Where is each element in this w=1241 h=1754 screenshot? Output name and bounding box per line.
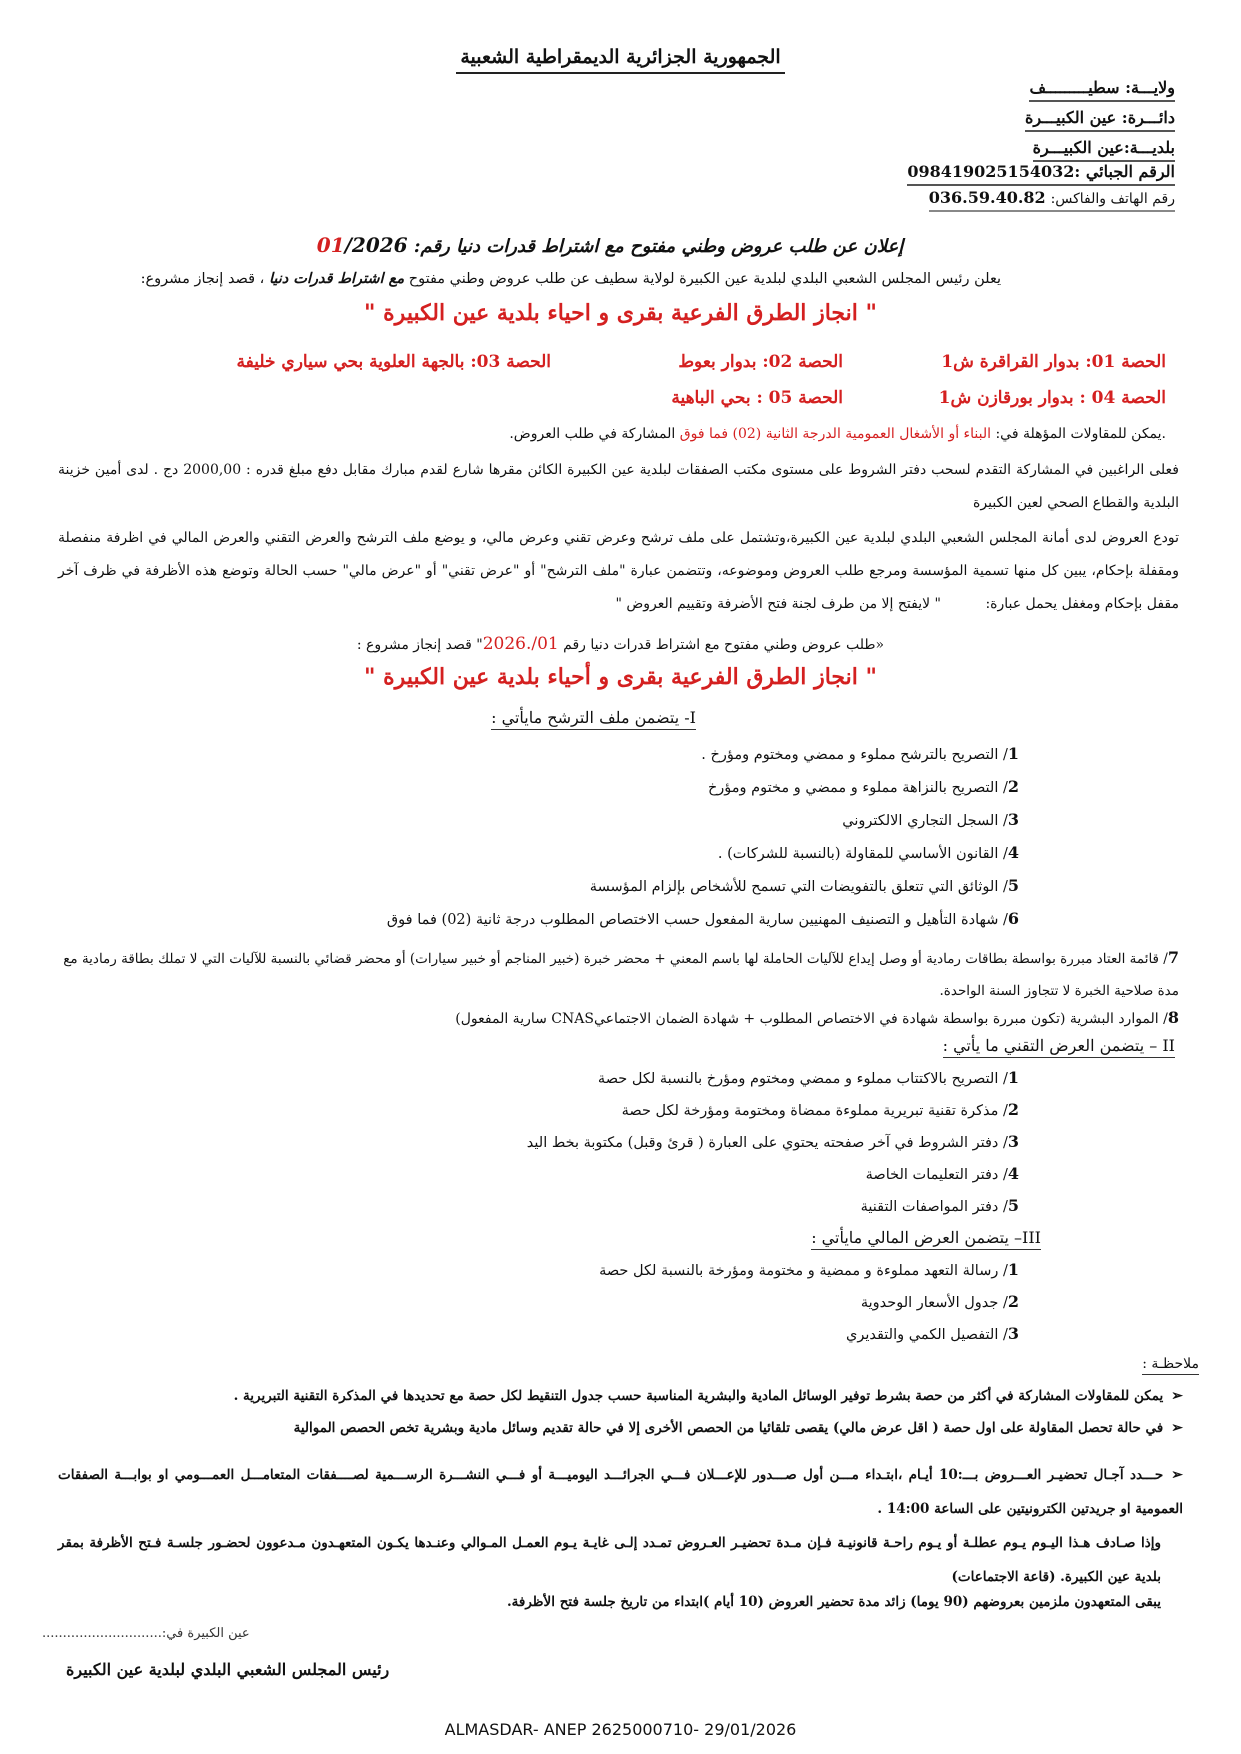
financial-item-2: 2/ جدول الأسعار الوحدوية <box>860 1292 1019 1311</box>
daira-line <box>1025 108 1175 132</box>
reference-line <box>0 634 1241 654</box>
arrow-bullet-icon: ➢ <box>1171 1420 1183 1436</box>
tax-id-value: 098419025154032 <box>907 162 1075 181</box>
phone-line <box>929 188 1175 212</box>
technical-item-4: 4/ دفتر التعليمات الخاصة <box>865 1164 1019 1183</box>
note-bullet-3: ➢حـــدد آجـال تحضيـر العـــروض بـــ:10 أيـام ،ابتـداء مـــن أول صـــدور للإعـــلان فـــي الجرائـــد اليوميـــة أو فـــي النشـــرة الرســـمية لصــــفقات المتعامـــل العمـــومي او بوابـــة الصفقات العمومية او جريدتين الكترونيتين على الساعة 14:00 . <box>58 1467 1183 1517</box>
lot-04: الحصة 04 : بدوار بورقازن ش1 <box>938 388 1166 408</box>
candidacy-heading-text: I- يتضمن ملف الترشح مايأتي : <box>491 708 696 730</box>
note-bullet-2: ➢في حالة تحصل المقاولة على اول حصة ( اقل عرض مالي) يقصى تلقائيا من الحصص الأخرى إلا في حالة تقديم وسائل مادية وبشرية تخص الحصص الموالية <box>293 1420 1183 1436</box>
financial-heading-text: III– يتضمن العرض المالي مايأتي : <box>811 1228 1041 1250</box>
technical-heading-text: II – يتضمن العرض التقني ما يأتي : <box>943 1036 1175 1058</box>
republic-title <box>0 46 1241 74</box>
notes-heading <box>1142 1356 1199 1375</box>
intro-suffix: ، قصد إنجاز مشروع: <box>140 271 265 287</box>
tax-id-label: الرقم الجبائي : <box>1074 162 1175 181</box>
phone-value: 036.59.40.82 <box>928 188 1046 207</box>
phone-label: رقم الهاتف والفاكس: <box>1050 191 1175 207</box>
daira-text: دائـــرة: عين الكبيـــرة <box>1025 108 1175 132</box>
eligibility-suffix: المشاركة في طلب العروض. <box>509 426 676 442</box>
financial-item-1: 1/ رسالة التعهد مملوءة و ممضية و مختومة ومؤرخة بالنسبة لكل حصة <box>599 1260 1019 1279</box>
note-bullet-1: ➢يمكن للمقاولات المشاركة في أكثر من حصة بشرط توفير الوسائل المادية والبشرية المناسبة حسب جدول التنقيط لكل حصة مع تحديدها في المذكرة التقنية التبريرية . <box>233 1388 1183 1404</box>
lot-05: الحصة 05 : بحي الباهية <box>671 388 843 408</box>
eligibility-prefix: .يمكن للمقاولات المؤهلة في: <box>995 426 1166 442</box>
deposit-quote: " لايفتح إلا من طرف لجنة فتح الأضرفة وتقييم العروض " <box>615 596 941 612</box>
eligibility-classification: البناء أو الأشغال العمومية الدرجة الثانية (02) فما فوق <box>679 426 992 442</box>
wilaya-text: ولايـــة: سطيـــــــــف <box>1029 78 1175 102</box>
financial-item-3: 3/ التفصيل الكمي والتقديري <box>845 1324 1019 1343</box>
lot-02: الحصة 02: بدوار بعوط <box>678 352 843 372</box>
reference-number: 2026./01 <box>482 634 559 654</box>
validity-note: يبقى المتعهدون ملزمين بعروضهم (90 يوما) زائد مدة تحضير العروض (10 أيام )ابتداء من تاريخ جلسة فتح الأظرفة. <box>506 1594 1161 1610</box>
candidacy-item-2: 2/ التصريح بالنزاهة مملوء و ممضي و مختوم ومؤرخ <box>707 777 1019 796</box>
candidacy-item-6: 6/ شهادة التأهيل و التصنيف المهنيين سارية المفعول حسب الاختصاص المطلوب درجة ثانية (02) فما فوق <box>386 909 1019 928</box>
intro-bold: مع اشتراط قدرات دنيا <box>268 270 405 287</box>
wilaya-line <box>1029 78 1175 102</box>
arrow-bullet-icon: ➢ <box>1171 1388 1183 1404</box>
place-date: عين الكبيرة في:............................. <box>42 1626 250 1641</box>
announcement-number: 01 <box>316 233 345 257</box>
candidacy-item-5: 5/ الوثائق التي تتعلق بالتفويضات التي تسمح للأشخاص بإلزام المؤسسة <box>589 876 1019 895</box>
financial-heading <box>811 1228 1041 1250</box>
announcement-year: /2026 <box>344 233 408 257</box>
announcement-title <box>260 233 960 257</box>
technical-item-5: 5/ دفتر المواصفات التقنية <box>860 1196 1019 1215</box>
holiday-note: وإذا صـادف هـذا اليـوم يـوم عطلـة أو يـوم راحـة قانونيـة فـإن مـدة تحضيـر العـروض تمـدد إلـى غايـة يـوم العمـل المـوالي وعنـدها يكـون المتعهـدون مـدعوون لحضـور جلسـة فـتح الأظرفة بمقر بلدية عين الكبيرة. (قاعة الاجتماعات) <box>58 1535 1161 1585</box>
tax-id-line <box>907 162 1175 186</box>
candidacy-item-8: 8/ الموارد البشرية (تكون مبررة بواسطة شهادة في الاختصاص المطلوب + شهادة الضمان الاجتماعيCNAS سارية المفعول) <box>455 1008 1179 1027</box>
notes-heading-text: ملاحظـة : <box>1142 1356 1199 1375</box>
technical-item-1: 1/ التصريح بالاكتتاب مملوء و ممضي ومختوم ومؤرخ بالنسبة لكل حصة <box>597 1068 1019 1087</box>
announcement-title-text: إعلان عن طلب عروض وطني مفتوح مع اشتراط قدرات دنيا رقم: <box>413 236 904 257</box>
eligibility-line <box>509 426 1166 442</box>
withdraw-paragraph: فعلى الراغبين في المشاركة التقدم لسحب دفتر الشروط على مستوى مكتب الصفقات لبلدية عين الكبيرة الكائن مقرها شارع لقدم مبارك مقابل دفع مبلغ قدره : 2000,00 دج . لدى أمين خزينة البلدية والقطاع الصحي لعين الكبيرة <box>58 462 1179 511</box>
deposit-paragraph <box>58 522 1179 621</box>
project-title-2: " انجاز الطرق الفرعية بقرى و أحياء بلدية عين الكبيرة " <box>364 664 877 690</box>
signatory: رئيس المجلس الشعبي البلدي لبلدية عين الكبيرة <box>66 1660 390 1679</box>
arrow-bullet-icon: ➢ <box>1171 1467 1183 1483</box>
baladiya-text: بلديـــة:عين الكبيـــرة <box>1033 138 1175 162</box>
technical-item-3: 3/ دفتر الشروط في آخر صفحته يحتوي على العبارة ( قرئ وقبل) مكتوبة بخط اليد <box>526 1132 1019 1151</box>
reference-prefix: «طلب عروض وطني مفتوح مع اشتراط قدرات دنيا رقم <box>563 637 885 653</box>
technical-heading <box>943 1036 1175 1058</box>
candidacy-item-7: 7/ قائمة العتاد مبررة بواسطة بطاقات رمادية أو وصل إيداع للآليات الحاملة لها باسم المعني + محضر خبرة (خبير المناجم أو خبير سيارات) أو محضر قضائي بالنسبة للآليات التي لا تملك بطاقة رمادية مع مدة صلاحية الخبرة لا تتجاوز السنة الواحدة. <box>63 948 1179 999</box>
baladiya-line <box>1033 138 1175 162</box>
candidacy-heading <box>491 708 696 730</box>
intro-paragraph <box>141 270 1001 287</box>
deposit-text: تودع العروض لدى أمانة المجلس الشعبي البلدي لبلدية عين الكبيرة،وتشتمل على ملف ترشح وعرض تقني وعرض مالي، و يوضع ملف الترشح والعرض التقني والعرض المالي في اظرفة منفصلة ومقفلة بإحكام، يبين كل منها تسمية المؤسسة ومرجع طلب العروض وموضوعه، وتتضمن عبارة "ملف الترشح" أو "عرض تقني" أو "عرض مالي" حسب الحالة وتوضع هذه الأظرفة في ظرف آخر مقفل بإحكام ومغفل يحمل عبارة: <box>58 530 1179 612</box>
publication-reference: ALMASDAR- ANEP 2625000710- 29/01/2026 <box>444 1720 797 1739</box>
candidacy-item-3: 3/ السجل التجاري الالكتروني <box>842 810 1019 829</box>
candidacy-item-1: 1/ التصريح بالترشح مملوء و ممضي ومختوم ومؤرخ . <box>701 744 1019 763</box>
reference-suffix: " قصد إنجاز مشروع : <box>356 637 483 653</box>
candidacy-item-4: 4/ القانون الأساسي للمقاولة (بالنسبة للشركات) . <box>717 843 1019 862</box>
project-title: " انجاز الطرق الفرعية بقرى و احياء بلدية عين الكبيرة " <box>364 300 877 326</box>
lot-03: الحصة 03: بالجهة العلوية بحي سياري خليفة <box>236 352 551 372</box>
intro-text: يعلن رئيس المجلس الشعبي البلدي لبلدية عين الكبيرة لولاية سطيف عن طلب عروض وطني مفتوح <box>408 271 1001 287</box>
technical-item-2: 2/ مذكرة تقنية تبريرية مملوءة ممضاة ومختومة ومؤرخة لكل حصة <box>621 1100 1019 1119</box>
republic-text: الجمهورية الجزائرية الديمقراطية الشعبية <box>456 46 784 74</box>
lot-01: الحصة 01: بدوار القراقرة ش1 <box>941 352 1166 372</box>
